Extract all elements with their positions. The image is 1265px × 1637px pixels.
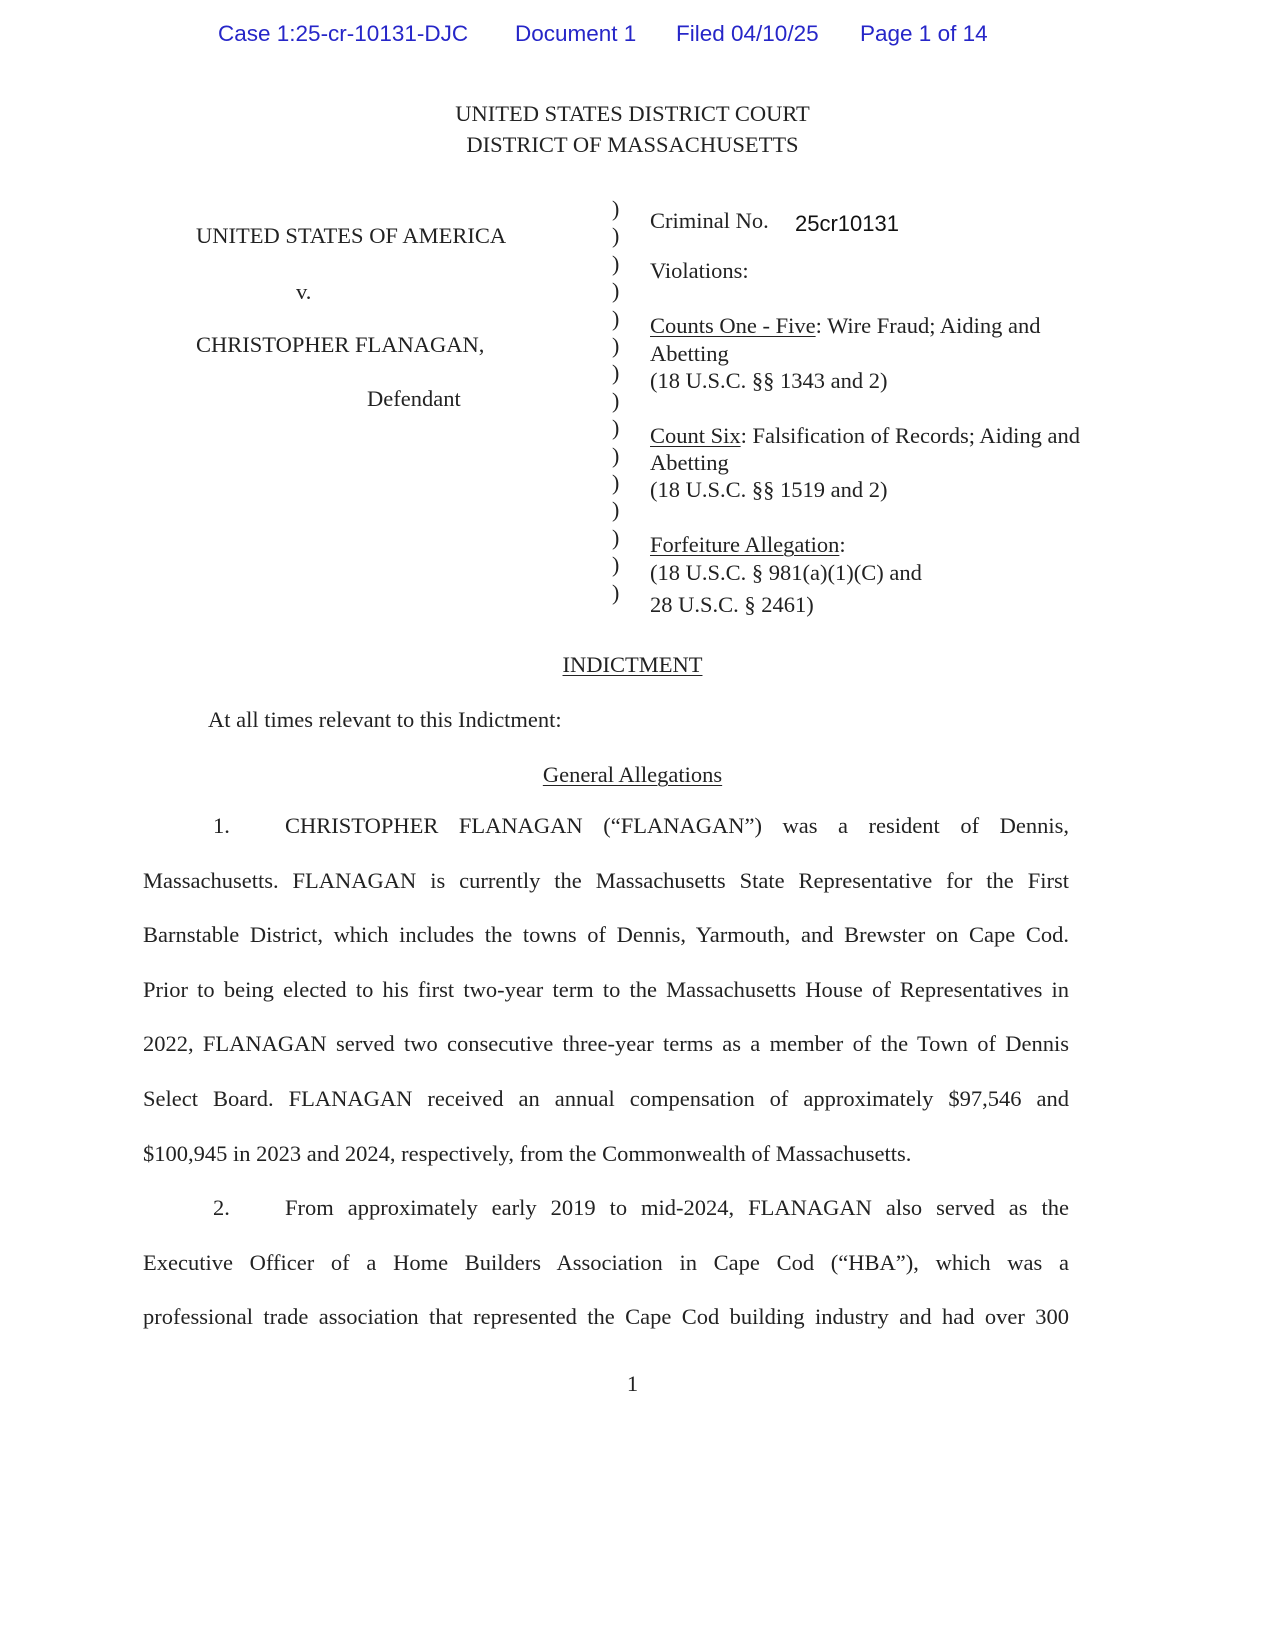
- plaintiff: UNITED STATES OF AMERICA: [196, 223, 507, 248]
- count-6-title: [650, 423, 1080, 449]
- paragraph-line: Executive Officer of a Home Builders Association in Cape Cod (“HBA”), which was a: [143, 1249, 1069, 1275]
- caption-paren: ): [612, 579, 620, 605]
- criminal-no-label: Criminal No.: [650, 208, 769, 233]
- paragraph-line: Barnstable District, which includes the towns of Dennis, Yarmouth, and Brewster on Cape Cod.: [143, 922, 1069, 948]
- caption-paren: ): [612, 442, 620, 468]
- caption-paren: ): [612, 333, 620, 358]
- intro: At all times relevant to this Indictment:: [208, 707, 562, 732]
- caption-paren: ): [612, 415, 620, 441]
- count-title: Count Six: [650, 423, 741, 448]
- caption-paren: ): [612, 552, 620, 578]
- caption-paren: ): [612, 278, 620, 304]
- paragraph-line: 2022, FLANAGAN served two consecutive three-year terms as a member of the Town of Dennis: [143, 1031, 1069, 1057]
- caption-paren: ): [612, 387, 620, 413]
- count-desc: : Falsification of Records; Aiding and: [740, 423, 1080, 448]
- paragraph-number: 1.: [213, 813, 230, 838]
- header-page: Page 1 of 14: [860, 21, 988, 46]
- count-1-line2: Abetting: [650, 341, 729, 366]
- caption-paren: ): [612, 250, 620, 276]
- paragraph-line: $100,945 in 2023 and 2024, respectively, from the Commonwealth of Massachusetts.: [143, 1140, 912, 1166]
- forfeiture-statute-2: 28 U.S.C. § 2461): [650, 592, 814, 617]
- page-number: 1: [626, 1371, 639, 1396]
- criminal-no: 25cr10131: [795, 211, 899, 236]
- count-title: Counts One - Five: [650, 313, 816, 338]
- section-heading: General Allegations: [542, 762, 723, 787]
- count-title: Forfeiture Allegation: [650, 532, 840, 557]
- defendant-label: Defendant: [367, 386, 461, 411]
- paragraph-line: CHRISTOPHER FLANAGAN (“FLANAGAN”) was a resident of Dennis,: [285, 813, 1069, 838]
- count-desc: :: [839, 532, 846, 557]
- caption-paren: ): [612, 360, 620, 386]
- header-document: Document 1: [515, 21, 637, 46]
- count-desc: : Wire Fraud; Aiding and: [815, 313, 1041, 338]
- caption-paren: ): [612, 524, 620, 550]
- paragraph-line: Prior to being elected to his first two-year term to the Massachusetts House of Representatives in: [143, 976, 1069, 1002]
- document-title: INDICTMENT: [562, 652, 703, 677]
- count-1-statute: (18 U.S.C. §§ 1343 and 2): [650, 368, 888, 393]
- paragraph-line: professional trade association that represented the Cape Cod building industry and had over 300: [143, 1304, 1069, 1330]
- count-1-title: [650, 313, 1041, 339]
- caption-paren: ): [612, 497, 620, 523]
- header-filed: Filed 04/10/25: [676, 21, 819, 46]
- caption-paren: ): [612, 223, 620, 249]
- forfeiture-title: [650, 532, 846, 558]
- caption-paren: ): [612, 470, 620, 495]
- paragraph-line: Select Board. FLANAGAN received an annual compensation of approximately $97,546 and: [143, 1086, 1069, 1111]
- court-district: DISTRICT OF MASSACHUSETTS: [466, 132, 799, 157]
- count-6-line2: Abetting: [650, 450, 729, 475]
- paragraph-line: Massachusetts. FLANAGAN is currently the Massachusetts State Representative for the First: [143, 867, 1069, 893]
- caption-paren: ): [612, 305, 620, 331]
- count-6-statute: (18 U.S.C. §§ 1519 and 2): [650, 477, 888, 502]
- court-name: UNITED STATES DISTRICT COURT: [455, 101, 810, 126]
- paragraph-number: 2.: [213, 1195, 230, 1221]
- caption-paren: ): [612, 196, 620, 221]
- versus: v.: [296, 279, 312, 304]
- header-case: Case 1:25-cr-10131-DJC: [218, 21, 469, 46]
- defendant-name: CHRISTOPHER FLANAGAN,: [196, 332, 485, 357]
- forfeiture-statute-1: (18 U.S.C. § 981(a)(1)(C) and: [650, 560, 922, 585]
- paragraph-line: From approximately early 2019 to mid-2024, FLANAGAN also served as the: [285, 1195, 1069, 1221]
- violations-label: Violations:: [650, 258, 749, 283]
